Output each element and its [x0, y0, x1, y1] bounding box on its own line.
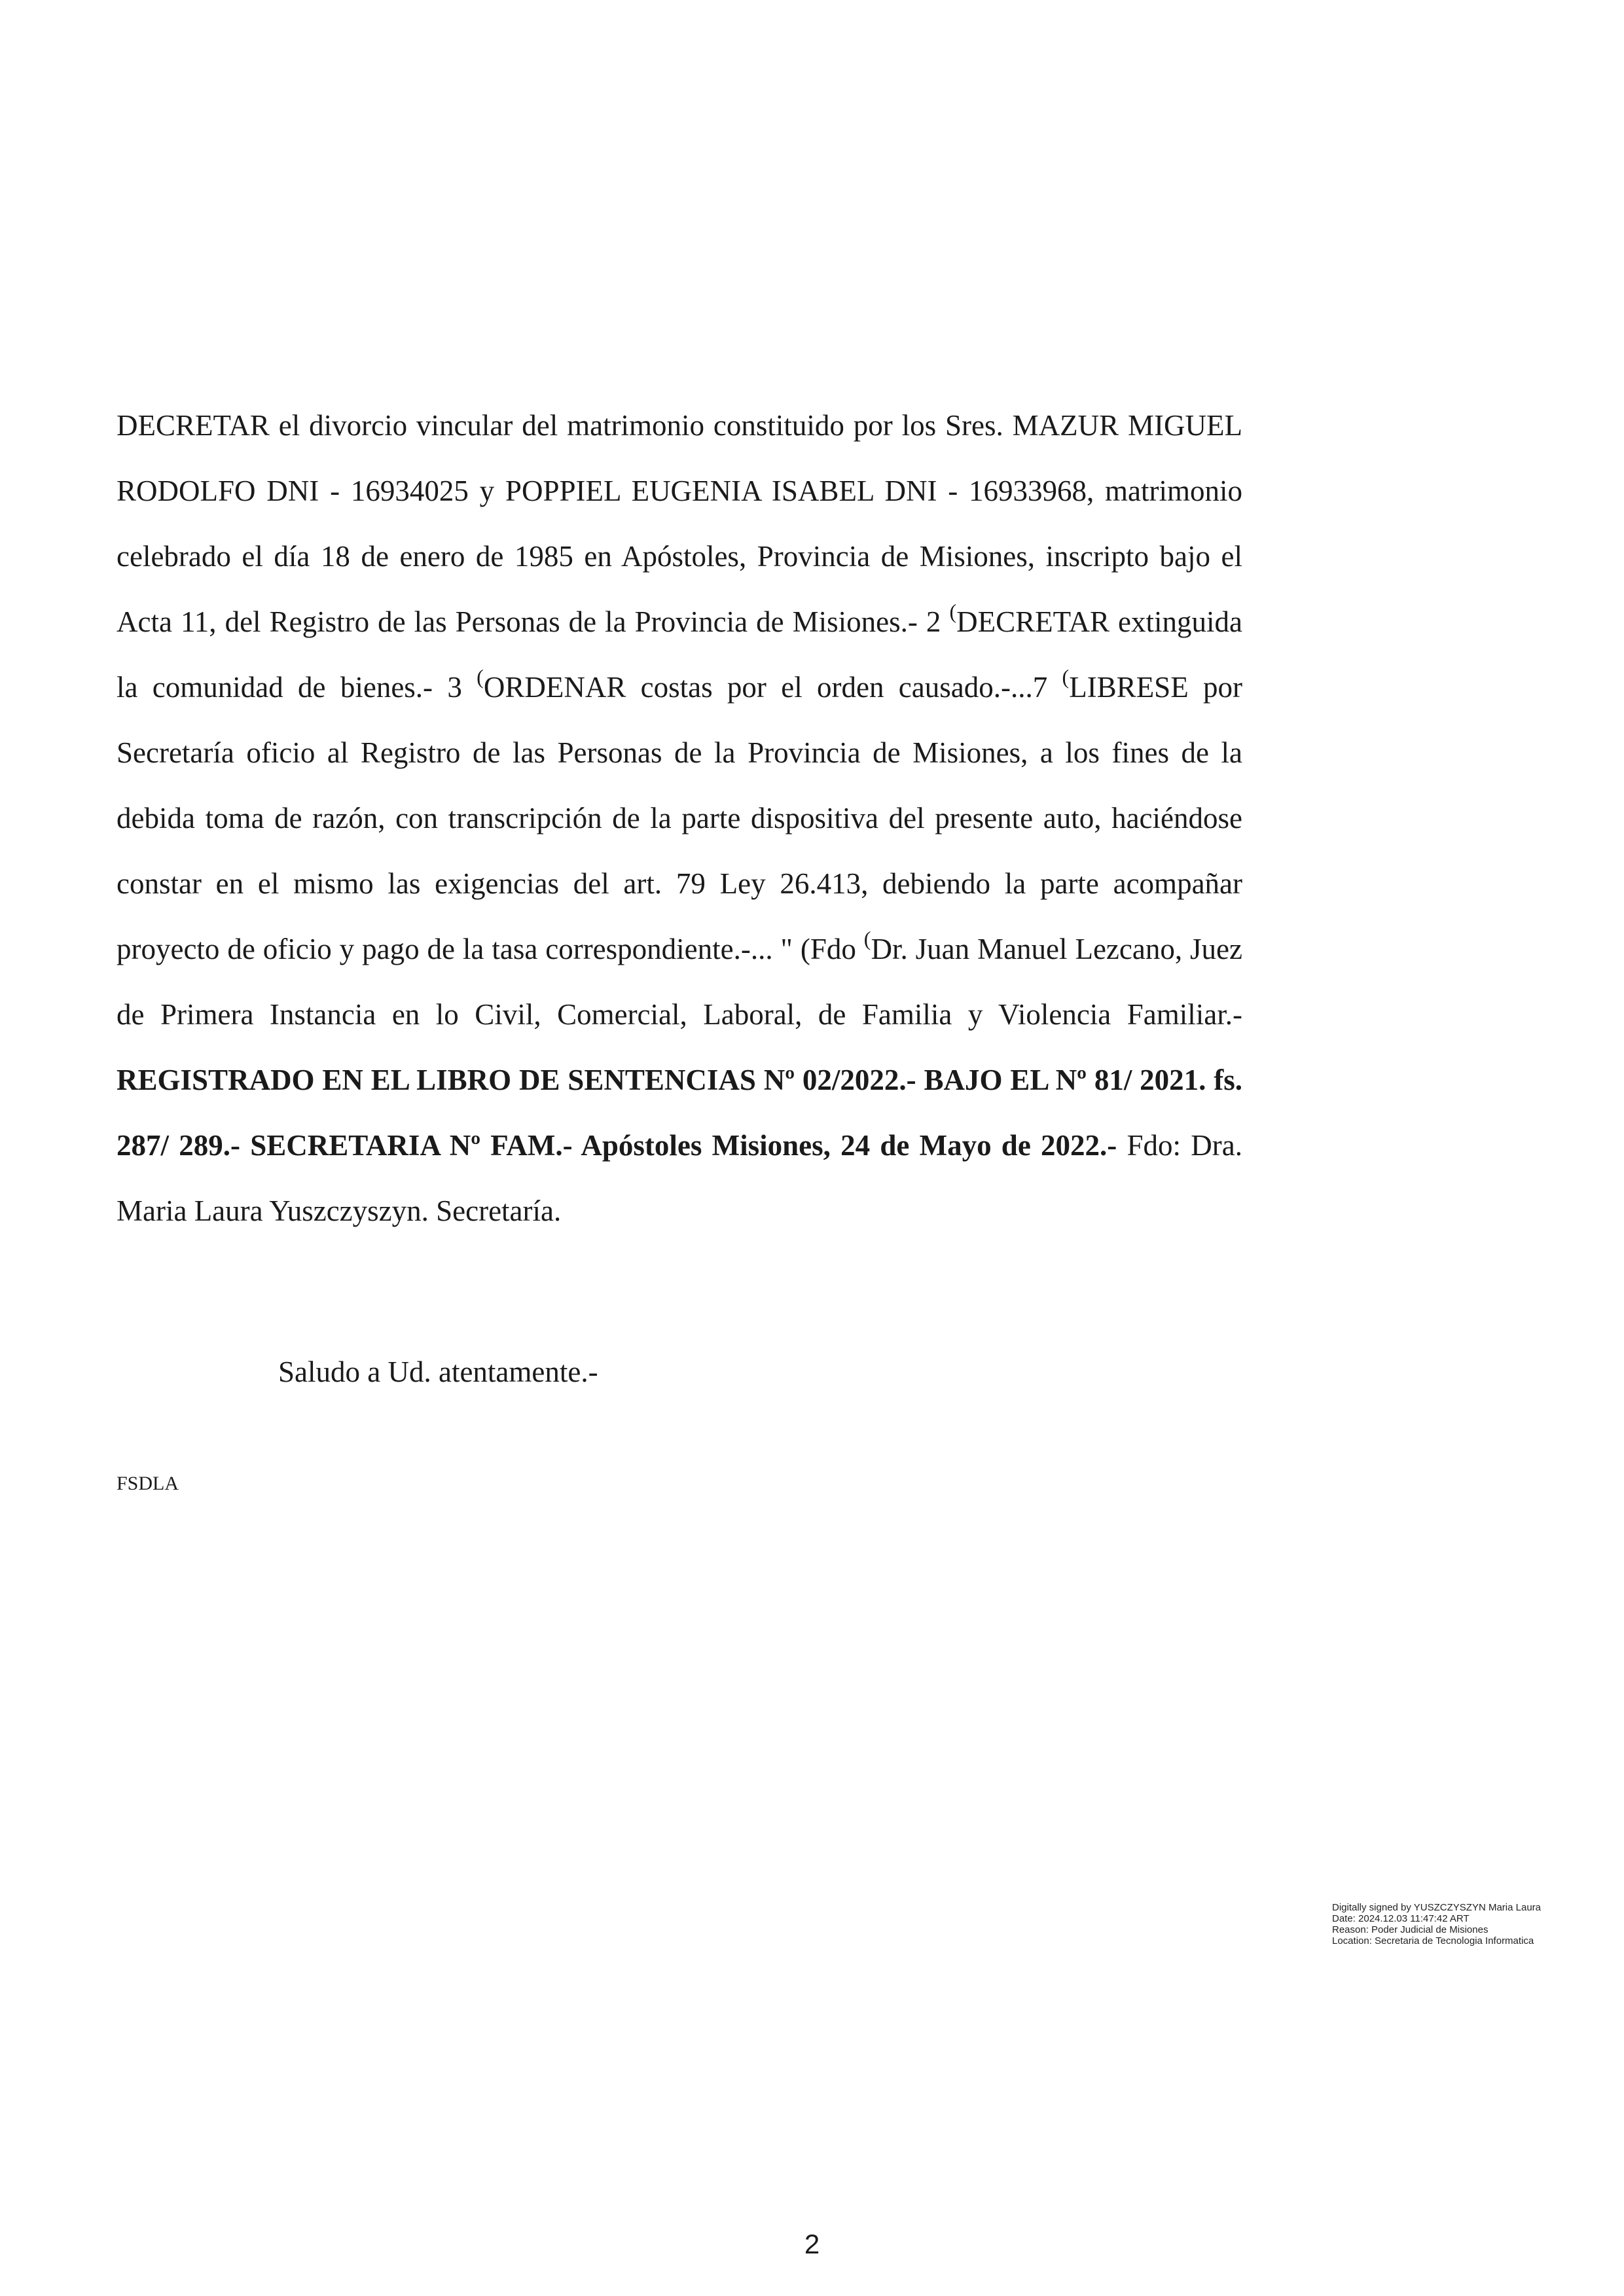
text-segment: LIBRESE por Secretaría oficio al Registro de las Personas de la Provincia de Misiones, a los fines de la debida toma de razón, con transcripción de la parte dispositiva del presente auto, haciéndose constar en el mismo las exigencias del art. 79 Ley 26.413, debiendo la parte acompañar proyecto de oficio y pago de la tasa correspondiente.-... " (Fdo [117, 671, 1242, 965]
text-segment: Dr. Juan Manuel Lezcano, Juez de Primera Instancia en lo Civil, Comercial, Laboral, de Familia y Violencia Familiar.- [117, 933, 1242, 1031]
paren-mark: ( [863, 927, 871, 950]
signature-date: Date: 2024.12.03 11:47:42 ART [1332, 1913, 1470, 1924]
resolution-text [117, 393, 1242, 1244]
closing-greeting: Saludo a Ud. atentamente.- [278, 1355, 598, 1388]
text-segment: ORDENAR costas por el orden causado.-...7 [483, 671, 1062, 704]
signature-signer: Digitally signed by YUSZCZYSZYN Maria Laura [1332, 1902, 1542, 1913]
author-initials: FSDLA [117, 1473, 179, 1494]
registration-statement: REGISTRADO EN EL LIBRO DE SENTENCIAS Nº 02/2022.- BAJO EL Nº 81/ 2021. fs. 287/ 289.- SECRETARIA Nº FAM.- Apóstoles Misiones, 24 de Mayo de 2022.- [117, 1064, 1242, 1162]
signature-reason: Reason: Poder Judicial de Misiones [1332, 1924, 1489, 1935]
paren-mark: ( [477, 665, 484, 689]
text-segment: DECRETAR el divorcio vincular del matrimonio constituido por los Sres. MAZUR MIGUEL RODOLFO DNI - 16934025 y POPPIEL EUGENIA ISABEL DNI - 16933968, matrimonio celebrado el día 18 de enero de 1985 en Apóstoles, Provincia de Misiones, inscripto bajo el Acta 11, del Registro de las Personas de la Provincia de Misiones.- 2 [117, 409, 1242, 638]
text-segment: DECRETAR extinguida la comunidad de bienes.- 3 [117, 605, 1242, 704]
page-number: 2 [804, 2229, 820, 2259]
paren-mark: ( [1062, 665, 1070, 689]
digital-signature-block [1332, 1902, 1548, 1946]
paren-mark: ( [949, 600, 957, 623]
text-segment: Fdo: Dra. Maria Laura Yuszczyszyn. Secretaría. [117, 1129, 1242, 1227]
signature-location: Location: Secretaria de Tecnologia Informatica [1332, 1935, 1534, 1946]
